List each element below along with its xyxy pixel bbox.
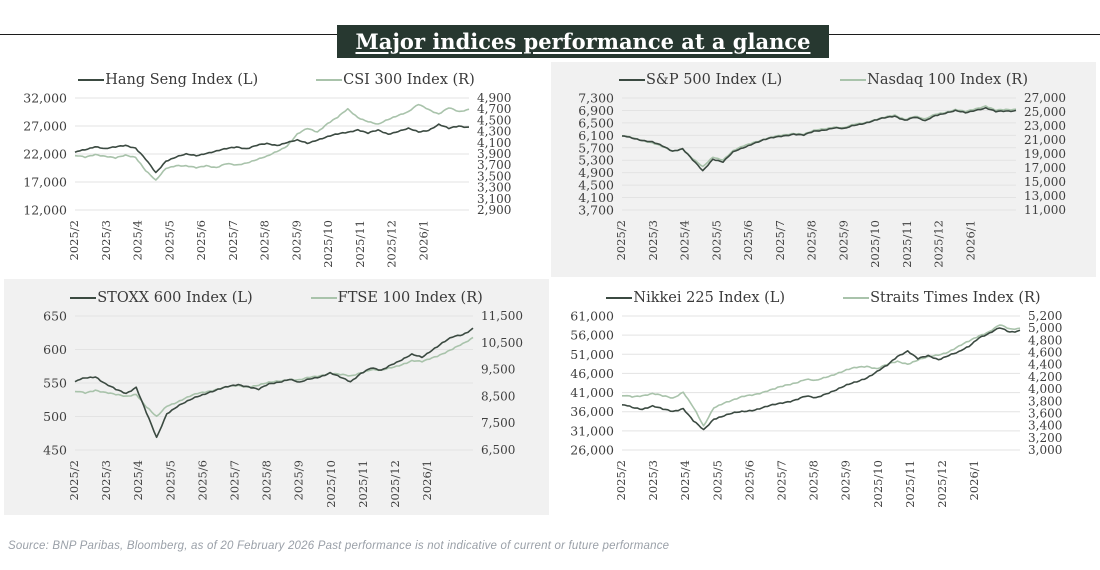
axis-tick-left: 5,300 — [578, 152, 614, 168]
axis-tick-left: 32,000 — [23, 92, 67, 106]
axis-tick-right: 6,500 — [481, 443, 516, 457]
page-title-text: Major indices performance at a glance — [355, 29, 811, 54]
axis-tick-left: 600 — [43, 342, 67, 357]
axis-tick-left: 12,000 — [23, 202, 67, 218]
series-line-light — [622, 325, 1020, 426]
axis-tick-x: 2025/10 — [868, 220, 883, 268]
axis-tick-x: 2025/11 — [902, 460, 917, 508]
axis-tick-left: 500 — [43, 409, 67, 424]
axis-tick-x: 2025/4 — [677, 220, 692, 261]
axis-tick-left: 650 — [43, 310, 67, 324]
axis-tick-right: 11,500 — [481, 310, 523, 323]
axis-tick-x: 2025/6 — [741, 220, 756, 261]
axis-tick-left: 6,500 — [578, 115, 614, 131]
legend-label: STOXX 600 Index (L) — [97, 290, 253, 306]
axis-tick-right: 17,000 — [1024, 161, 1066, 175]
axis-tick-left: 450 — [43, 442, 67, 458]
legend-item — [311, 290, 483, 306]
chart-plot — [5, 310, 548, 508]
axis-tick-x: 2025/12 — [387, 460, 402, 508]
axis-tick-x: 2025/8 — [257, 220, 272, 261]
axis-tick-right: 4,100 — [477, 135, 512, 150]
axis-tick-right: 11,000 — [1024, 203, 1066, 217]
axis-tick-x: 2025/8 — [806, 460, 821, 501]
axis-tick-right: 3,600 — [1028, 406, 1063, 421]
axis-tick-right: 15,000 — [1024, 175, 1066, 189]
axis-tick-right: 4,000 — [1028, 382, 1063, 397]
axis-tick-x: 2025/9 — [289, 220, 304, 261]
chart-plot — [552, 92, 1095, 268]
series-line-light — [622, 106, 1016, 167]
legend-line-swatch — [619, 79, 645, 81]
axis-tick-x: 2025/9 — [838, 460, 853, 501]
axis-tick-left: 31,000 — [570, 423, 614, 439]
legend-item — [606, 290, 785, 306]
legend-item — [70, 290, 252, 306]
axis-tick-x: 2025/4 — [678, 460, 693, 501]
axis-tick-x: 2025/9 — [291, 460, 306, 501]
legend-line-swatch — [606, 297, 632, 299]
axis-tick-x: 2025/7 — [227, 460, 242, 501]
axis-tick-x: 2025/3 — [98, 220, 113, 261]
axis-tick-left: 6,900 — [578, 102, 614, 118]
axis-tick-x: 2025/2 — [614, 460, 628, 501]
axis-tick-x: 2025/5 — [162, 220, 177, 261]
axis-tick-left: 26,000 — [570, 442, 614, 458]
axis-tick-right: 7,500 — [481, 416, 516, 431]
axis-tick-left: 41,000 — [570, 385, 614, 401]
axis-tick-x: 2025/12 — [934, 460, 949, 508]
legend-label: Nasdaq 100 Index (R) — [867, 72, 1028, 88]
axis-tick-x: 2025/6 — [195, 460, 210, 501]
axis-tick-x: 2025/8 — [259, 460, 274, 501]
axis-tick-right: 3,000 — [1028, 443, 1063, 457]
axis-tick-x: 2025/2 — [67, 220, 81, 261]
legend-line-swatch — [316, 79, 342, 81]
axis-tick-x: 2025/10 — [321, 220, 336, 268]
axis-tick-x: 2025/11 — [899, 220, 914, 268]
axis-tick-right: 3,400 — [1028, 418, 1063, 433]
legend-item — [316, 72, 475, 88]
axis-tick-left: 7,300 — [578, 92, 614, 106]
axis-tick-x: 2025/4 — [130, 220, 145, 261]
chart-legend — [4, 288, 549, 308]
axis-tick-left: 61,000 — [570, 310, 614, 324]
axis-tick-left: 6,100 — [578, 127, 614, 143]
axis-tick-x: 2025/6 — [194, 220, 209, 261]
series-line-light — [75, 105, 469, 180]
axis-tick-left: 17,000 — [23, 174, 67, 190]
axis-tick-left: 3,700 — [578, 202, 614, 218]
page-title — [337, 25, 829, 58]
legend-label: Hang Seng Index (L) — [105, 72, 259, 88]
axis-tick-right: 4,400 — [1028, 357, 1063, 372]
axis-tick-right: 2,900 — [477, 203, 512, 217]
axis-tick-x: 2025/3 — [99, 460, 114, 501]
legend-item — [78, 72, 258, 88]
axis-tick-x: 2025/8 — [804, 220, 819, 261]
legend-label: S&P 500 Index (L) — [646, 72, 783, 88]
axis-tick-right: 4,700 — [477, 102, 512, 117]
axis-tick-x: 2025/2 — [614, 220, 628, 261]
chart-plot — [552, 310, 1095, 508]
legend-label: Nikkei 225 Index (L) — [633, 290, 786, 306]
legend-item — [843, 290, 1041, 306]
axis-tick-x: 2026/1 — [416, 220, 431, 261]
axis-tick-right: 5,200 — [1028, 310, 1063, 323]
chart-legend — [551, 288, 1096, 308]
axis-tick-right: 3,200 — [1028, 430, 1063, 445]
axis-tick-left: 51,000 — [570, 346, 614, 362]
axis-tick-right: 4,800 — [1028, 333, 1063, 348]
axis-tick-x: 2025/7 — [772, 220, 787, 261]
axis-tick-right: 3,500 — [477, 169, 512, 184]
axis-tick-right: 4,200 — [1028, 369, 1063, 384]
legend-label: FTSE 100 Index (R) — [337, 290, 483, 306]
axis-tick-x: 2025/10 — [323, 460, 338, 508]
axis-tick-right: 19,000 — [1024, 147, 1066, 161]
axis-tick-x: 2026/1 — [963, 220, 978, 261]
axis-tick-right: 3,100 — [477, 191, 512, 206]
axis-tick-left: 22,000 — [23, 146, 67, 162]
axis-tick-right: 3,300 — [477, 180, 512, 195]
axis-tick-x: 2025/7 — [225, 220, 240, 261]
axis-tick-x: 2025/3 — [645, 220, 660, 261]
chart-legend — [551, 70, 1096, 90]
axis-tick-x: 2025/3 — [646, 460, 661, 501]
axis-tick-left: 4,900 — [578, 165, 614, 181]
legend-item — [619, 72, 782, 88]
axis-tick-right: 27,000 — [1024, 92, 1066, 105]
axis-tick-right: 3,900 — [477, 147, 512, 161]
axis-tick-x: 2025/12 — [931, 220, 946, 268]
legend-line-swatch — [78, 79, 104, 81]
chart-panel-nikkei225-straits-times — [551, 279, 1096, 515]
axis-tick-x: 2025/5 — [163, 460, 178, 501]
axis-tick-left: 56,000 — [570, 327, 614, 343]
axis-tick-left: 27,000 — [23, 118, 67, 134]
axis-tick-right: 9,500 — [481, 362, 516, 377]
axis-tick-x: 2025/2 — [67, 460, 81, 501]
charts-grid — [4, 62, 1096, 515]
chart-panel-hang-seng-csi300 — [4, 62, 549, 277]
axis-tick-right: 4,300 — [477, 124, 512, 139]
legend-line-swatch — [70, 297, 96, 299]
axis-tick-x: 2025/6 — [742, 460, 757, 501]
axis-tick-right: 3,700 — [477, 158, 512, 173]
axis-tick-left: 36,000 — [570, 404, 614, 420]
axis-tick-right: 25,000 — [1024, 105, 1066, 119]
chart-plot — [5, 92, 548, 268]
axis-tick-right: 4,600 — [1028, 345, 1063, 360]
axis-tick-right: 23,000 — [1024, 119, 1066, 133]
legend-label: Straits Times Index (R) — [870, 290, 1041, 306]
axis-tick-x: 2025/9 — [836, 220, 851, 261]
axis-tick-left: 4,500 — [578, 177, 614, 193]
axis-tick-left: 46,000 — [570, 365, 614, 381]
chart-panel-sp500-nasdaq100 — [551, 62, 1096, 277]
axis-tick-x: 2025/5 — [710, 460, 725, 501]
axis-tick-right: 4,900 — [477, 92, 512, 105]
series-line-dark — [622, 108, 1016, 171]
legend-line-swatch — [840, 79, 866, 81]
axis-tick-right: 21,000 — [1024, 133, 1066, 147]
axis-tick-left: 5,700 — [578, 140, 614, 156]
axis-tick-left: 4,100 — [578, 190, 614, 206]
legend-label: CSI 300 Index (R) — [343, 72, 475, 88]
axis-tick-x: 2025/7 — [774, 460, 789, 501]
chart-legend — [4, 70, 549, 90]
legend-line-swatch — [843, 297, 869, 299]
axis-tick-right: 4,500 — [477, 113, 512, 128]
legend-line-swatch — [311, 297, 337, 299]
axis-tick-right: 13,000 — [1024, 189, 1066, 203]
axis-tick-x: 2025/10 — [870, 460, 885, 508]
axis-tick-x: 2025/5 — [709, 220, 724, 261]
axis-tick-right: 3,800 — [1028, 394, 1063, 409]
series-line-dark — [75, 124, 469, 172]
axis-tick-x: 2025/12 — [384, 220, 399, 268]
axis-tick-x: 2025/11 — [355, 460, 370, 508]
axis-tick-right: 5,000 — [1028, 321, 1063, 336]
axis-tick-right: 10,500 — [481, 335, 523, 350]
axis-tick-right: 8,500 — [481, 389, 516, 404]
axis-tick-left: 550 — [43, 375, 67, 391]
chart-panel-stoxx600-ftse100 — [4, 279, 549, 515]
legend-item — [840, 72, 1028, 88]
axis-tick-x: 2025/4 — [131, 460, 146, 501]
axis-tick-x: 2026/1 — [967, 460, 982, 501]
axis-tick-x: 2026/1 — [420, 460, 435, 501]
source-note: Source: BNP Paribas, Bloomberg, as of 20 February 2026 Past performance is not indicative of current or future performance — [8, 540, 670, 552]
axis-tick-x: 2025/11 — [352, 220, 367, 268]
